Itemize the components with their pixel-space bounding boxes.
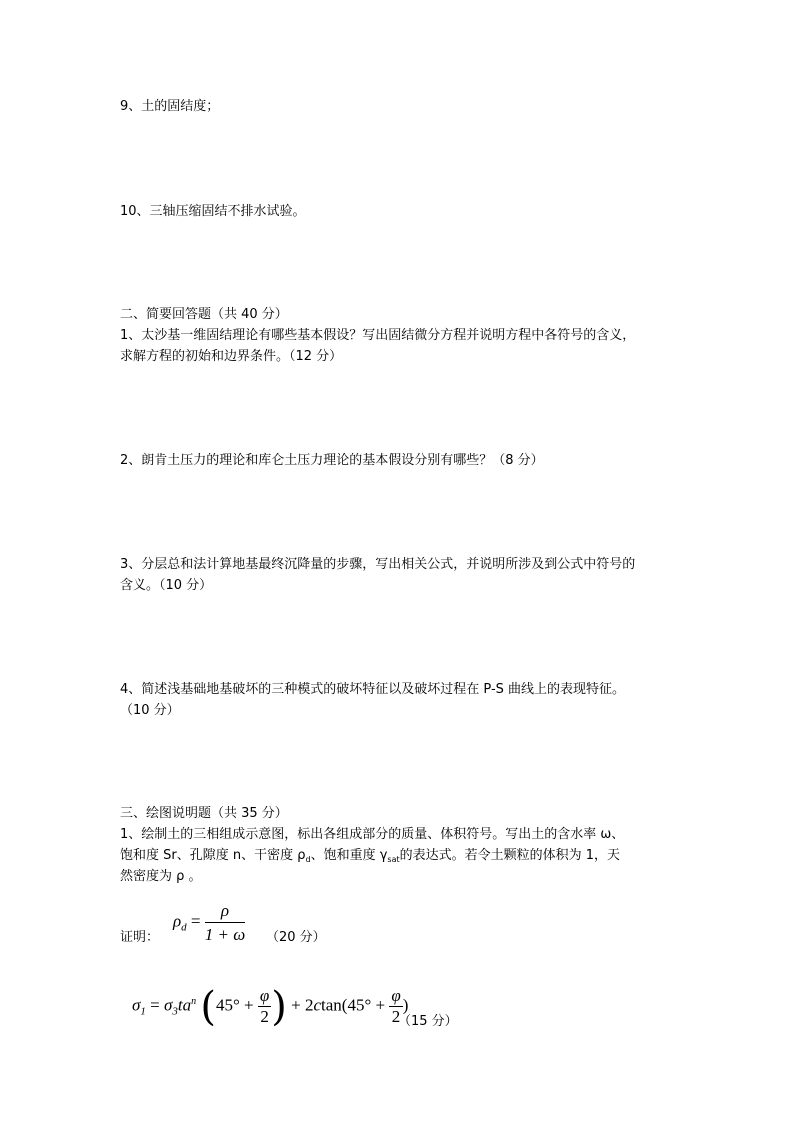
formula2-sigma1: σ bbox=[132, 995, 141, 1015]
formula2-ta: ta bbox=[177, 995, 192, 1015]
formula2-equals: = bbox=[150, 995, 160, 1015]
section-2-q4-line1: 4、简述浅基础地基破坏的三种模式的破坏特征以及破坏过程在 P-S 曲线上的表现特征。 bbox=[120, 682, 626, 697]
formula2-phi2: φ bbox=[391, 986, 401, 1006]
formula2-sigma3-sub: 3 bbox=[172, 1005, 178, 1018]
points-15: （15 分） bbox=[398, 1014, 458, 1029]
formula2-close: ) bbox=[402, 995, 409, 1015]
formula2-two2: 2 bbox=[391, 1007, 401, 1027]
formula2-plus-2: + 2 bbox=[291, 995, 314, 1015]
proof-formula-2 bbox=[132, 978, 409, 1030]
formula1-numerator: ρ bbox=[205, 900, 245, 923]
formula2-angle1: 45° + bbox=[215, 995, 258, 1015]
section-3-q1-line2-part-c: 的表达式。若令土颗粒的体积为 1，天 bbox=[399, 848, 621, 863]
section-2-q3-line1: 3、分层总和法计算地基最终沉降量的步骤，写出相关公式，并说明所涉及到公式中符号的 bbox=[120, 557, 636, 572]
proof-label: 证明： bbox=[120, 930, 160, 945]
formula1-lhs: ρ bbox=[173, 911, 182, 931]
formula2-two1: 2 bbox=[260, 1007, 269, 1027]
formula2-phi1: φ bbox=[259, 986, 270, 1006]
section-2-q1-line2: 求解方程的初始和边界条件。（12 分） bbox=[120, 349, 343, 364]
formula1-equals: = bbox=[190, 911, 201, 931]
section-2-q1-line1: 1、太沙基一维固结理论有哪些基本假设？写出固结微分方程并说明方程中各符号的含义， bbox=[120, 328, 636, 343]
section-3-heading: 三、绘图说明题（共 35 分） bbox=[120, 806, 288, 821]
section-2-q3-line2: 含义。（10 分） bbox=[120, 578, 213, 593]
section-2-heading: 二、简要回答题（共 40 分） bbox=[120, 307, 288, 322]
formula1-denominator: 1 + ω bbox=[204, 925, 246, 944]
section-2-q2: 2、朗肯土压力的理论和库仑土压力理论的基本假设分别有哪些？（8 分） bbox=[120, 453, 544, 468]
formula2-sigma1-sub: 1 bbox=[140, 1005, 146, 1018]
dry-density-subscript: d bbox=[305, 855, 311, 864]
section-2-q4-line2: （10 分） bbox=[120, 703, 180, 718]
formula2-tan: tan(45° + bbox=[321, 995, 390, 1015]
question-9: 9、土的固结度； bbox=[120, 99, 220, 114]
section-3-q1-line2-part-b: 、饱和重度 γ bbox=[310, 848, 388, 863]
section-3-q1-line1: 1、绘制土的三相组成示意图，标出各组成部分的质量、体积符号。写出土的含水率 ω、 bbox=[120, 827, 625, 842]
formula1-lhs-sub: d bbox=[181, 921, 187, 934]
section-3-q1-line3: 然密度为 ρ 。 bbox=[120, 869, 202, 884]
formula2-fraction1 bbox=[258, 987, 271, 1026]
formula2-ta-sup: n bbox=[191, 996, 197, 1007]
formula2-c: c bbox=[313, 995, 322, 1015]
section-3-q1-line2-part-a: 饱和度 Sr、孔隙度 n、干密度 ρ bbox=[120, 848, 306, 863]
question-10: 10、三轴压缩固结不排水试验。 bbox=[120, 204, 306, 219]
saturated-unit-weight-subscript: sat bbox=[387, 855, 400, 864]
formula2-right-paren: ) bbox=[271, 983, 287, 1030]
points-20: （20 分） bbox=[266, 930, 326, 945]
formula2-left-paren: ( bbox=[200, 983, 216, 1030]
formula2-sigma3: σ bbox=[163, 995, 173, 1015]
